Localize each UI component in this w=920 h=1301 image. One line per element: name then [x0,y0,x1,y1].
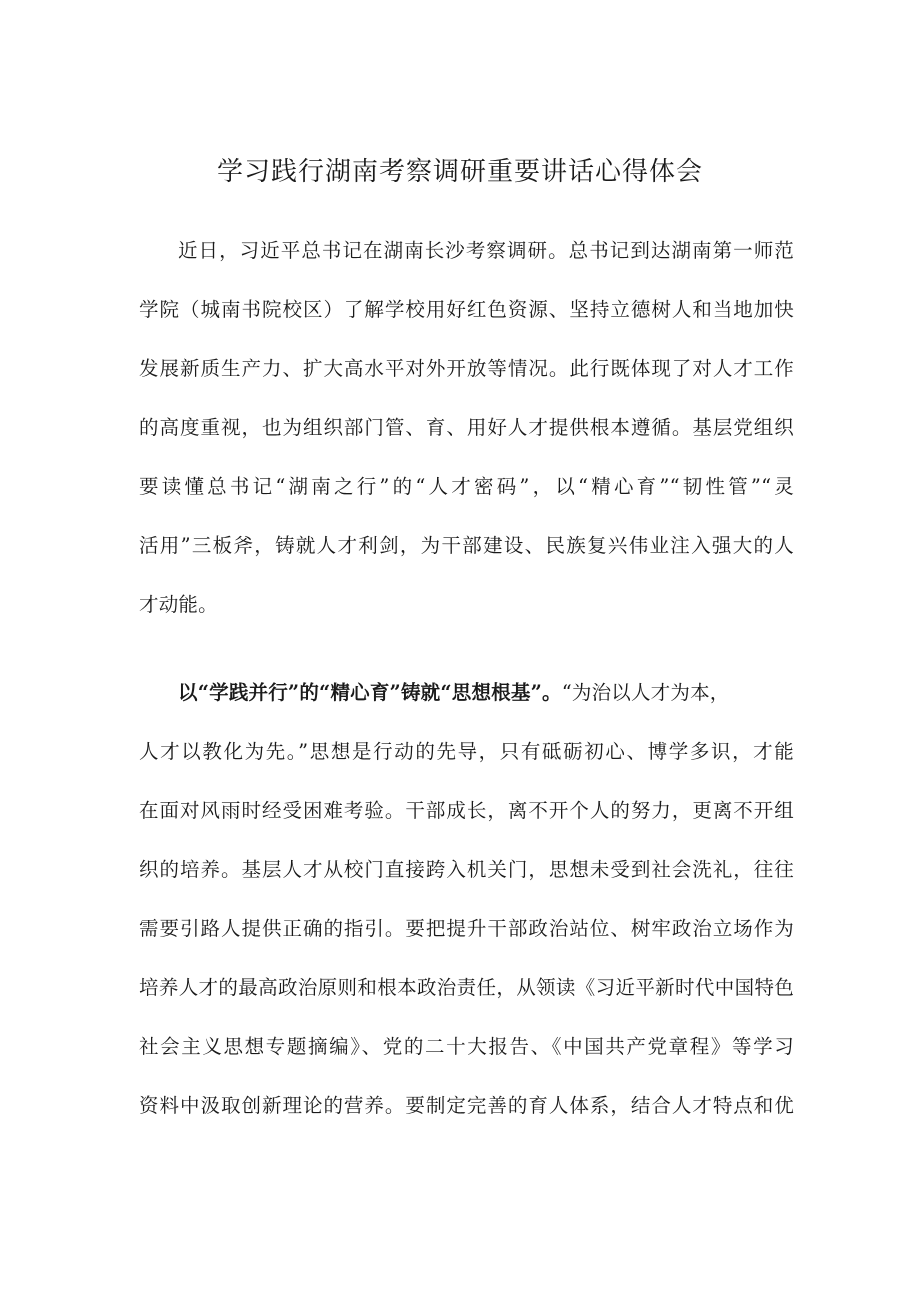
paragraph-2-line-6: 培养人才的最高政治原则和根本政治责任，从领读《习近平新时代中国特色 [139,976,794,999]
paragraph-1-line-6: 活用”三板斧，铸就人才利剑，为干部建设、民族复兴伟业注入强大的人 [139,534,794,557]
paragraph-2-line-7: 社会主义思想专题摘编》、党的二十大报告、《中国共产党章程》等学习 [139,1035,794,1058]
paragraph-2-line-5: 需要引路人提供正确的指引。要把提升干部政治站位、树牢政治立场作为 [139,917,794,940]
paragraph-1-line-5: 要读懂总书记“湖南之行”的“人才密码”，以“精心育”“韧性管”“灵 [139,475,794,498]
paragraph-1-line-3: 发展新质生产力、扩大高水平对外开放等情况。此行既体现了对人才工作 [139,357,794,380]
paragraph-2-line-2: 人才以教化为先。”思想是行动的先导，只有砥砺初心、博学多识，才能 [139,740,794,763]
paragraph-2-line-8: 资料中汲取创新理论的营养。要制定完善的育人体系，结合人才特点和优 [139,1094,794,1117]
paragraph-2-line-4: 织的培养。基层人才从校门直接跨入机关门，思想未受到社会洗礼，往往 [139,858,794,881]
paragraph-1-line-2: 学院（城南书院校区）了解学校用好红色资源、坚持立德树人和当地加快 [139,298,794,321]
paragraph-1-line-1: 近日，习近平总书记在湖南长沙考察调研。总书记到达湖南第一师范 [178,239,794,262]
paragraph-1-line-7: 才动能。 [139,593,218,616]
paragraph-2-line-1 [178,678,794,708]
document-title: 学习践行湖南考察调研重要讲话心得体会 [216,157,703,187]
paragraph-2-line-3: 在面对风雨时经受困难考验。干部成长，离不开个人的努力，更离不开组 [139,799,794,822]
paragraph-2-quote-start: “为治以人才为本， [561,681,730,704]
paragraph-2-heading: 以“学践并行”的“精心育”铸就“思想根基”。 [178,681,562,704]
paragraph-1-line-4: 的高度重视，也为组织部门管、育、用好人才提供根本遵循。基层党组织 [139,416,794,439]
